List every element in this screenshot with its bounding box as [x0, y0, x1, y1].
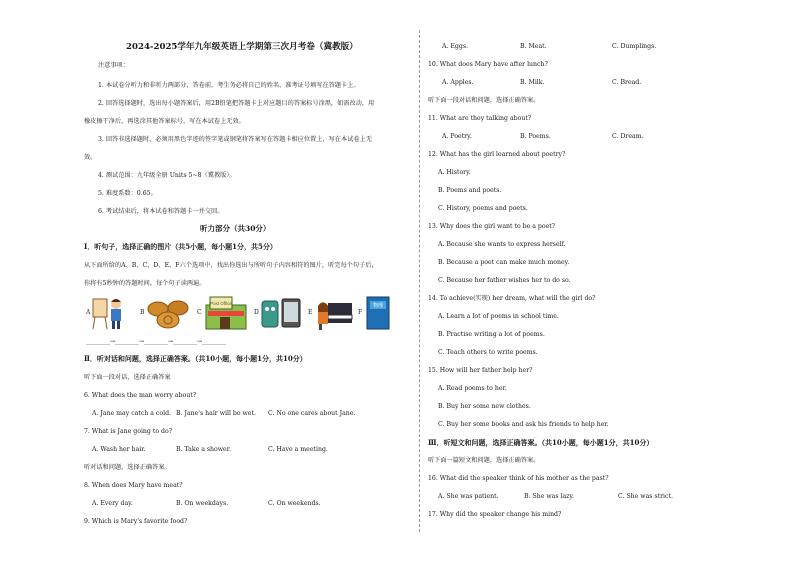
notice-item: 5. 难度系数：0.65。 — [98, 190, 157, 197]
notice-item: 2. 回答选择题时，选出每小题答案后，用2B铅笔把答题卡上对应题目的答案标号涂黑，如需改动，用 — [98, 100, 375, 107]
post-office-picture — [204, 295, 248, 331]
picture-label: A — [86, 309, 91, 316]
option: B. Milk. — [520, 79, 545, 86]
question-16: 16. What did the speaker think of his mother as the past? — [428, 475, 609, 482]
book-cover-text: 物理 — [372, 303, 384, 309]
section3-heading: Ⅲ．听短文和问题，选择正确答案。（共10小题，每小题1分，共10分） — [428, 438, 654, 447]
section2-intro: 听下面一段对话，选择正确答案 — [84, 374, 171, 381]
picture-label: E — [308, 309, 313, 316]
left-column — [78, 0, 412, 562]
section1-heading: Ⅰ．听句子，选择正确的图片（共5小题，每小题1分，共5分） — [84, 242, 277, 251]
notice-item: 橡皮擦干净后，再选涂其他答案标号。写在本试卷上无效。 — [84, 118, 245, 125]
option: A. Learn a lot of poems in school time. — [438, 313, 559, 320]
section1-instruction: 你将有5秒钟的答题时间。每个句子读两遍。 — [84, 280, 206, 287]
option: B. Practise writing a lot of poems. — [438, 331, 545, 338]
option: B. Because a poet can make much money. — [438, 259, 570, 266]
listening-heading: 听力部分（共30分） — [200, 224, 271, 233]
picture-options — [86, 295, 386, 331]
section-intro: 听下面一段对话和问题，选择正确答案。 — [428, 97, 540, 104]
option: C. Have a meeting. — [268, 446, 328, 453]
option: B. Buy her some new clothes. — [438, 403, 531, 410]
question-10: 10. What does Mary have after lunch? — [428, 61, 548, 68]
shop-sign-text: Post Office — [210, 301, 232, 306]
option: B. Take a shower. — [176, 446, 231, 453]
right-column — [426, 0, 726, 562]
question-9: 9. Which is Mary's favorite food? — [84, 518, 188, 525]
option: C. Bread. — [612, 79, 642, 86]
notice-item: 3. 回答非选择题时，必须用黑色字迹的签字笔或钢笔将答案写在答题卡相应位置上，写在本试卷上无 — [98, 136, 372, 143]
option: C. On weekends. — [268, 500, 321, 507]
option: B. Poems. — [520, 133, 551, 140]
question-6: 6. What does the man worry about? — [84, 392, 197, 399]
notice-item: 1. 本试卷分听力和非听力两部分，答卷前，考生务必将自己的姓名、准考证号填写在答题卡上。 — [98, 82, 360, 89]
option: B. She was lazy. — [524, 493, 575, 500]
picture-label: B — [140, 309, 145, 316]
option: A. She was patient. — [438, 493, 499, 500]
notice-item: 效。 — [84, 154, 97, 161]
option: B. On weekdays. — [176, 500, 229, 507]
option: A. Every day. — [92, 500, 133, 507]
option: C. Buy her some books and ask his friends to help her. — [438, 421, 609, 428]
section2-heading: Ⅱ．听对话和问题，选择正确答案。（共10小题，每小题1分，共10分） — [84, 354, 307, 363]
section1-instruction: 从下面所给的A、B、C、D、E、F六个选项中，找出你选出与所听句子内容相符的图片，听完每个句子后， — [84, 262, 378, 269]
notice-item: 6. 考试结束后，将本试卷和答题卡一并交回。 — [98, 208, 224, 215]
question-12: 12. What has the girl learned about poetry? — [428, 151, 566, 158]
question-15: 15. How will her father help her? — [428, 367, 533, 374]
option: A. Wash her hair. — [92, 446, 146, 453]
question-13: 13. Why does the girl want to be a poet? — [428, 223, 556, 230]
option: A. Read poems to her. — [438, 385, 507, 392]
mooncakes-picture — [146, 295, 192, 331]
question-7: 7. What is Jane going to do? — [84, 428, 173, 435]
picture-label: F — [358, 309, 363, 316]
option: C. Dumplings. — [612, 43, 657, 50]
boy-at-easel-picture — [92, 295, 126, 331]
option: B. Jane's hair will be wet. — [176, 410, 256, 417]
option: C. Because her father wishes her to do so. — [438, 277, 571, 284]
phone-devices-picture — [260, 295, 304, 331]
physics-book-picture — [364, 295, 392, 331]
notice-heading: 注意事项： — [98, 62, 129, 69]
column-divider — [419, 30, 420, 532]
option: C. History, poems and poets. — [438, 205, 528, 212]
picture-label: D — [254, 309, 259, 316]
option: C. She was strict. — [618, 493, 673, 500]
option: A. Because she wants to express herself. — [438, 241, 566, 248]
option: B. Meat. — [520, 43, 547, 50]
option: C. Dream. — [612, 133, 644, 140]
notice-item: 4. 测试范围：九年级全册 Units 5~8（冀教版）。 — [98, 172, 236, 179]
option: A. Apples. — [442, 79, 474, 86]
section2-intro: 听对话和问题，选择正确答案。 — [84, 464, 171, 471]
option: A. History. — [438, 169, 471, 176]
question-17: 17. Why did the speaker change his mind? — [428, 511, 562, 518]
answer-blanks: ________→________→________→________→________ — [86, 338, 227, 345]
girl-playing-piano-picture — [314, 295, 354, 331]
question-8: 8. When does Mary have meat? — [84, 482, 183, 489]
question-14: 14. To achieve(实现) her dream, what will the girl do? — [428, 295, 596, 302]
option: C. No one cares about Jane. — [268, 410, 356, 417]
picture-label: C — [197, 309, 202, 316]
option: A. Jane may catch a cold. — [92, 410, 172, 417]
option: A. Poetry. — [442, 133, 472, 140]
option: A. Eggs. — [442, 43, 468, 50]
option: C. Teach others to write poems. — [438, 349, 538, 356]
exam-title: 2024-2025学年九年级英语上学期第三次月考卷（冀教版） — [126, 42, 358, 52]
option: B. Poems and poets. — [438, 187, 502, 194]
section-intro: 听下面一篇短文和问题，选择正确答案。 — [428, 457, 540, 464]
question-11: 11. What are they talking about? — [428, 115, 532, 122]
